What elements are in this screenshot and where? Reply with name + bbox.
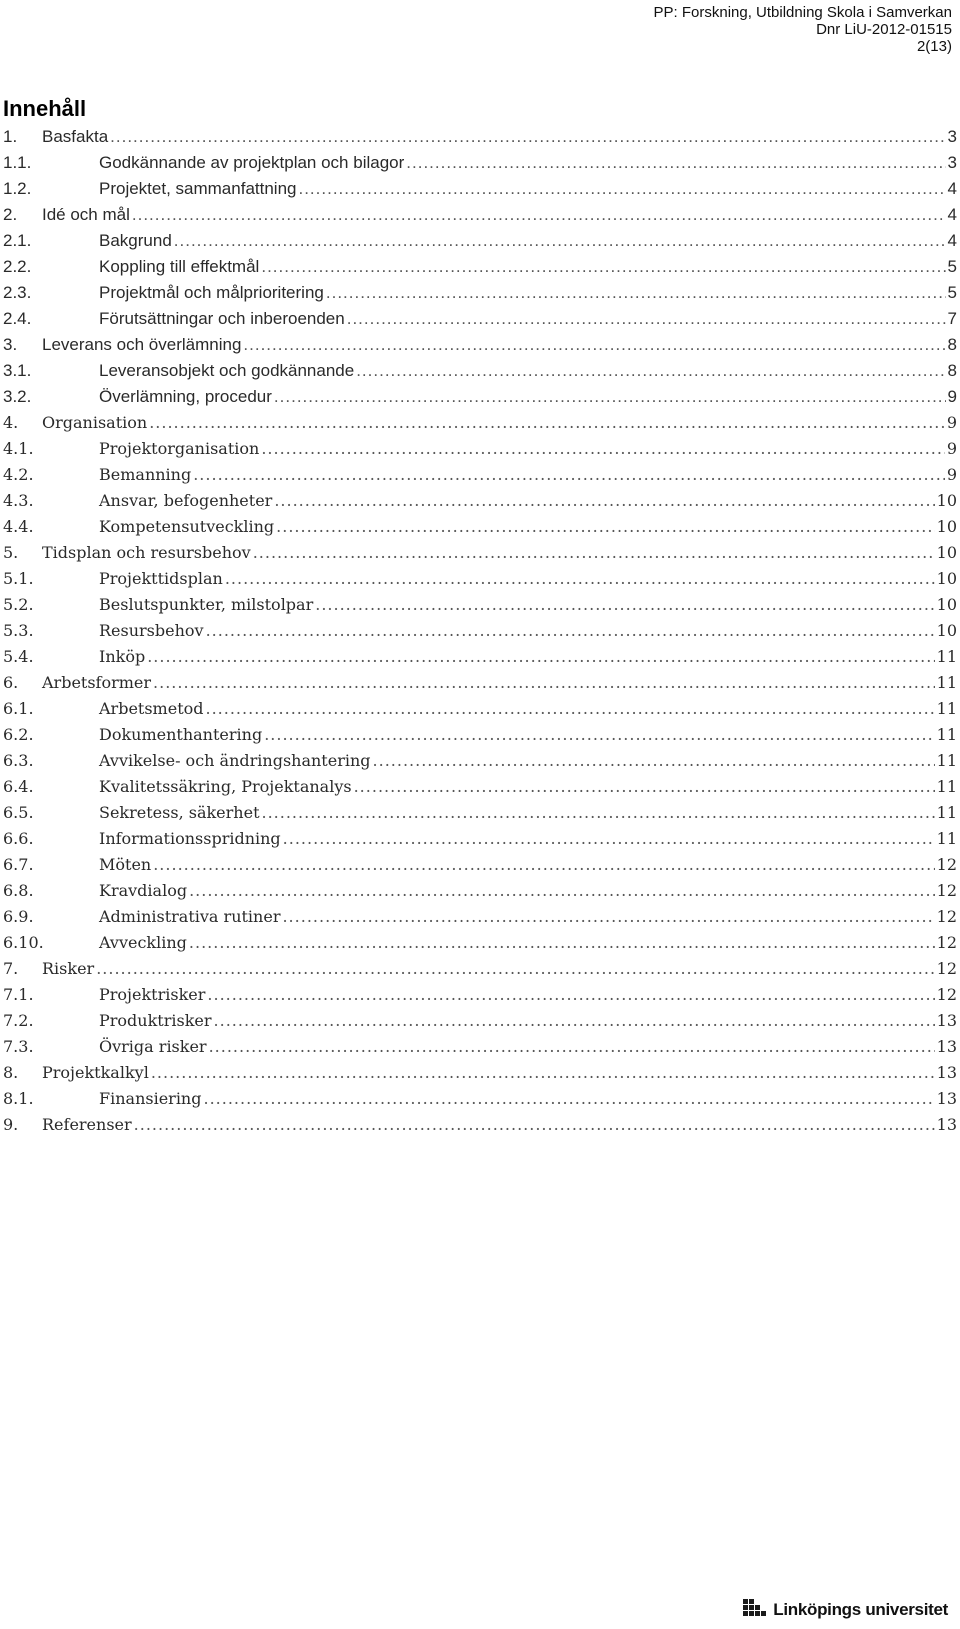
toc-entry-number: 2.4. [3, 309, 32, 328]
toc-entry-page[interactable]: 13 [936, 1063, 957, 1082]
toc-entry-page[interactable]: 11 [936, 803, 957, 822]
toc-dot-leader [225, 566, 935, 592]
toc-entry-number: 6.1. [3, 699, 34, 718]
toc-entry-number: 2.3. [3, 283, 32, 302]
toc-entry[interactable] [3, 1112, 957, 1138]
toc-entry-page[interactable]: 11 [936, 777, 957, 796]
toc-entry-number: 1.2. [3, 179, 32, 198]
toc-entry-title[interactable]: Ansvar, befogenheter [99, 491, 273, 510]
toc-entry-page[interactable]: 10 [936, 517, 957, 536]
toc-entry[interactable] [3, 722, 957, 748]
liu-logo-icon [743, 1599, 767, 1621]
toc-entry-title[interactable]: Projektkalkyl [42, 1063, 149, 1082]
toc-entry-page[interactable]: 4 [947, 205, 957, 224]
toc-entry[interactable] [3, 644, 957, 670]
toc-entry-title[interactable]: Produktrisker [99, 1011, 212, 1030]
logo-text: Linköpings universitet [773, 1600, 948, 1619]
toc-dot-leader [274, 384, 946, 410]
toc-entry-title[interactable]: Projektmål och målprioritering [99, 283, 324, 302]
toc-entry-page[interactable]: 11 [936, 725, 957, 744]
toc-entry[interactable] [3, 774, 957, 800]
toc-entry[interactable] [3, 462, 957, 488]
toc-entry-page[interactable]: 12 [936, 959, 957, 978]
toc-entry-page[interactable]: 4 [947, 179, 957, 198]
toc-dot-leader [110, 124, 945, 150]
toc-entry-page[interactable]: 11 [936, 829, 957, 848]
toc-entry[interactable] [3, 280, 957, 306]
toc-entry-number: 6.8. [3, 881, 34, 900]
toc-entry-title[interactable]: Basfakta [42, 127, 109, 146]
toc-entry-title[interactable]: Projekttidsplan [99, 569, 223, 588]
toc-entry-title[interactable]: Administrativa rutiner [99, 907, 281, 926]
toc-entry-title[interactable]: Bakgrund [99, 231, 172, 250]
toc-entry-title[interactable]: Möten [99, 855, 152, 874]
toc-entry-number: 2.2. [3, 257, 32, 276]
toc-dot-leader [189, 878, 935, 904]
toc-dot-leader [207, 982, 934, 1008]
toc-entry[interactable] [3, 384, 957, 410]
header-page-number: 2(13) [916, 38, 952, 55]
toc-entry-number: 8. [3, 1063, 19, 1082]
toc-entry-number: 2.1. [3, 231, 32, 250]
toc-dot-leader [132, 202, 946, 228]
toc-entry[interactable] [3, 202, 957, 228]
toc-entry[interactable] [3, 1008, 957, 1034]
toc-entry-number: 4. [3, 413, 19, 432]
toc-entry[interactable] [3, 982, 957, 1008]
toc-entry[interactable] [3, 592, 957, 618]
toc-entry[interactable] [3, 332, 957, 358]
toc-dot-leader [283, 826, 935, 852]
toc-entry-title[interactable]: Kvalitetssäkring, Projektanalys [99, 777, 352, 796]
toc-entry-title[interactable]: Koppling till effektmål [99, 257, 260, 276]
toc-entry-page[interactable]: 13 [936, 1037, 957, 1056]
toc-entry-number: 7.1. [3, 985, 34, 1004]
toc-entry[interactable] [3, 514, 957, 540]
footer-logo [743, 1599, 948, 1621]
toc-entry-title[interactable]: Referenser [42, 1115, 132, 1134]
toc-entry[interactable] [3, 852, 957, 878]
toc-entry-number: 6.9. [3, 907, 34, 926]
toc-entry-page[interactable]: 13 [936, 1011, 957, 1030]
toc-entry-number: 5.2. [3, 595, 34, 614]
toc-entry-title[interactable]: Godkännande av projektplan och bilagor [99, 153, 405, 172]
toc-dot-leader [174, 228, 946, 254]
header-dnr: Dnr LiU-2012-01515 [816, 21, 952, 38]
toc-entry-number: 7. [3, 959, 19, 978]
toc-entry-page[interactable]: 9 [947, 387, 957, 406]
toc-entry-title[interactable]: Inköp [99, 647, 146, 666]
toc-entry[interactable] [3, 488, 957, 514]
toc-entry-number: 7.2. [3, 1011, 34, 1030]
toc-entry[interactable] [3, 150, 957, 176]
toc-dot-leader [209, 1034, 935, 1060]
toc-entry-page[interactable]: 5 [947, 257, 957, 276]
toc-dot-leader [261, 436, 944, 462]
toc-entry[interactable] [3, 930, 957, 956]
toc-entry-number: 4.3. [3, 491, 34, 510]
toc-entry-number: 9. [3, 1115, 19, 1134]
toc-entry-number: 6.7. [3, 855, 34, 874]
toc-entry-title[interactable]: Leverans och överlämning [42, 335, 242, 354]
toc-entry[interactable] [3, 358, 957, 384]
toc-dot-leader [134, 1112, 935, 1138]
toc-entry-number: 6.3. [3, 751, 34, 770]
page-header [654, 4, 952, 55]
toc-entry-title[interactable]: Organisation [42, 413, 148, 432]
toc-entry-page[interactable]: 9 [946, 465, 957, 484]
toc-dot-leader [206, 696, 935, 722]
toc-entry-title[interactable]: Resursbehov [99, 621, 204, 640]
toc-entry[interactable] [3, 826, 957, 852]
toc-entry-page[interactable]: 13 [936, 1115, 957, 1134]
toc-entry-page[interactable]: 13 [936, 1089, 957, 1108]
toc-entry-title[interactable]: Beslutspunkter, milstolpar [99, 595, 314, 614]
toc-dot-leader [356, 358, 945, 384]
toc-entry-title[interactable]: Bemanning [99, 465, 192, 484]
toc-entry-title[interactable]: Projektrisker [99, 985, 206, 1004]
toc-entry-page[interactable]: 10 [936, 569, 957, 588]
toc-entry[interactable] [3, 748, 957, 774]
toc-entry-page[interactable]: 3 [947, 153, 957, 172]
toc-entry-number: 3.1. [3, 361, 32, 380]
toc-entry-title[interactable]: Övriga risker [99, 1037, 207, 1056]
toc-entry[interactable] [3, 670, 957, 696]
toc-entry-title[interactable]: Avvikelse- och ändringshantering [99, 751, 371, 770]
toc-entry-page[interactable]: 11 [936, 699, 957, 718]
toc-entry-page[interactable]: 9 [946, 413, 957, 432]
toc-entry-number: 5.3. [3, 621, 34, 640]
toc-entry[interactable] [3, 696, 957, 722]
toc-entry-title[interactable]: Arbetsformer [42, 673, 152, 692]
toc-dot-leader [189, 930, 935, 956]
toc-entry-number: 4.1. [3, 439, 34, 458]
toc-entry-number: 6.6. [3, 829, 34, 848]
toc-entry-number: 5. [3, 543, 19, 562]
toc-entry-title[interactable]: Informationsspridning [99, 829, 281, 848]
toc-entry[interactable] [3, 618, 957, 644]
toc-entry[interactable] [3, 436, 957, 462]
toc-entry[interactable] [3, 228, 957, 254]
toc-entry[interactable] [3, 124, 957, 150]
toc-entry-title[interactable]: Projektet, sammanfattning [99, 179, 297, 198]
toc-entry-title[interactable]: Kompetensutveckling [99, 517, 275, 536]
toc-entry-page[interactable]: 10 [936, 491, 957, 510]
toc-entry-page[interactable]: 5 [947, 283, 957, 302]
toc-entry[interactable] [3, 306, 957, 332]
toc-entry-number: 6.2. [3, 725, 34, 744]
toc-entry[interactable] [3, 176, 957, 202]
toc-entry-title[interactable]: Tidsplan och resursbehov [42, 543, 251, 562]
toc-dot-leader [406, 150, 945, 176]
toc-dot-leader [264, 722, 934, 748]
toc-entry-page[interactable]: 10 [936, 595, 957, 614]
toc-entry[interactable] [3, 1060, 957, 1086]
toc-dot-leader [373, 748, 935, 774]
toc-entry-number: 5.4. [3, 647, 34, 666]
toc-dot-leader [347, 306, 946, 332]
toc-dot-leader [243, 332, 945, 358]
toc-entry-title[interactable]: Avveckling [99, 933, 187, 952]
toc-dot-leader [253, 540, 935, 566]
toc-entry-number: 6.4. [3, 777, 34, 796]
toc-entry-page[interactable]: 7 [947, 309, 957, 328]
toc-dot-leader [261, 254, 945, 280]
toc-dot-leader [193, 462, 945, 488]
toc-entry[interactable] [3, 904, 957, 930]
toc-entry[interactable] [3, 956, 957, 982]
toc-entry-page[interactable]: 8 [947, 335, 957, 354]
toc-entry-page[interactable]: 12 [936, 881, 957, 900]
toc-entry-number: 7.3. [3, 1037, 34, 1056]
toc-entry[interactable] [3, 410, 957, 436]
toc-dot-leader [151, 1060, 935, 1086]
toc-entry[interactable] [3, 800, 957, 826]
toc-entry-page[interactable]: 11 [936, 751, 957, 770]
toc-entry-number: 6. [3, 673, 19, 692]
toc-entry[interactable] [3, 540, 957, 566]
toc-entry-title[interactable]: Överlämning, procedur [99, 387, 272, 406]
toc-entry-number: 8.1. [3, 1089, 34, 1108]
toc-entry-page[interactable]: 4 [947, 231, 957, 250]
toc-dot-leader [214, 1008, 935, 1034]
toc-entry-title[interactable]: Förutsättningar och inberoenden [99, 309, 345, 328]
toc-entry[interactable] [3, 254, 957, 280]
toc-dot-leader [153, 852, 934, 878]
toc-entry-page[interactable]: 12 [936, 933, 957, 952]
toc-entry-page[interactable]: 10 [936, 621, 957, 640]
toc-entry-number: 6.10. [3, 933, 44, 952]
toc-entry-page[interactable]: 11 [936, 673, 957, 692]
toc-dot-leader [149, 410, 945, 436]
toc-dot-leader [315, 592, 934, 618]
toc-entry-number: 4.4. [3, 517, 34, 536]
toc-dot-leader [354, 774, 935, 800]
toc-entry-page[interactable]: 12 [936, 907, 957, 926]
toc-entry-title[interactable]: Sekretess, säkerhet [99, 803, 260, 822]
toc-entry-page[interactable]: 8 [947, 361, 957, 380]
toc-entry-title[interactable]: Finansiering [99, 1089, 202, 1108]
toc-entry-page[interactable]: 3 [947, 127, 957, 146]
toc-entry-number: 1.1. [3, 153, 32, 172]
toc-entry-number: 3. [3, 335, 18, 354]
toc-entry[interactable] [3, 566, 957, 592]
toc-entry-title[interactable]: Arbetsmetod [99, 699, 204, 718]
toc-entry-page[interactable]: 12 [936, 855, 957, 874]
toc-dot-leader [262, 800, 935, 826]
toc-entry-title[interactable]: Dokumenthantering [99, 725, 263, 744]
toc-dot-leader [326, 280, 946, 306]
toc-entry-page[interactable]: 10 [936, 543, 957, 562]
toc-entry-number: 6.5. [3, 803, 34, 822]
toc-entry-number: 3.2. [3, 387, 32, 406]
toc-entry-page[interactable]: 12 [936, 985, 957, 1004]
toc-dot-leader [147, 644, 934, 670]
toc-dot-leader [203, 1086, 934, 1112]
toc-entry-title[interactable]: Kravdialog [99, 881, 188, 900]
toc-dot-leader [274, 488, 934, 514]
header-project-title: PP: Forskning, Utbildning Skola i Samverkan [653, 4, 952, 21]
toc-entry[interactable] [3, 878, 957, 904]
toc-entry-page[interactable]: 9 [946, 439, 957, 458]
toc-entry-page[interactable]: 11 [936, 647, 957, 666]
toc-entry-number: 2. [3, 205, 18, 224]
toc-entry-number: 1. [3, 127, 18, 146]
toc-entry-title[interactable]: Leveransobjekt och godkännande [99, 361, 355, 380]
toc-dot-leader [282, 904, 934, 930]
toc-dot-leader [153, 670, 935, 696]
table-of-contents [3, 124, 957, 1138]
toc-entry-title[interactable]: Idé och mål [42, 205, 130, 224]
toc-entry[interactable] [3, 1086, 957, 1112]
toc-entry[interactable] [3, 1034, 957, 1060]
toc-heading: Innehåll [3, 96, 87, 121]
toc-entry-number: 5.1. [3, 569, 34, 588]
toc-dot-leader [298, 176, 945, 202]
toc-entry-title[interactable]: Projektorganisation [99, 439, 260, 458]
toc-entry-number: 4.2. [3, 465, 34, 484]
toc-dot-leader [276, 514, 935, 540]
toc-entry-title[interactable]: Risker [42, 959, 95, 978]
toc-dot-leader [96, 956, 934, 982]
toc-dot-leader [206, 618, 935, 644]
